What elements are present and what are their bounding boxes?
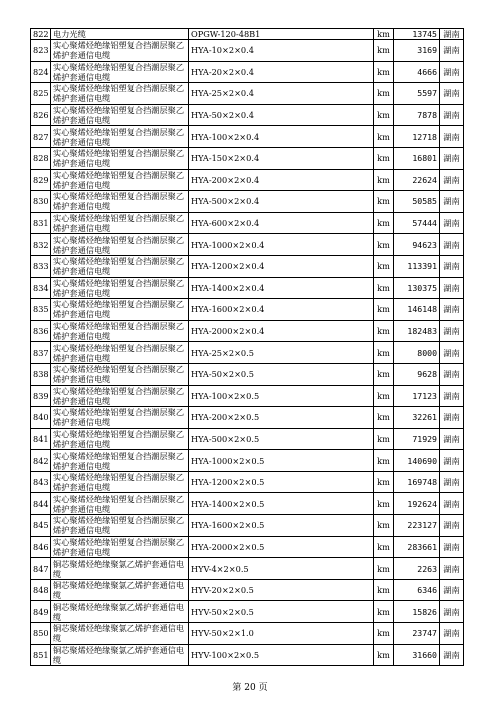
model-spec-cell: HYV-20×2×0.5 <box>189 579 374 601</box>
region-cell: 湖南 <box>440 363 464 385</box>
model-spec-cell: HYV-50×2×0.5 <box>189 601 374 623</box>
row-number-cell: 827 <box>31 126 51 148</box>
table-row <box>31 342 464 364</box>
product-name-cell: 实心聚烯烃绝缘铝塑复合挡潮层聚乙烯护套通信电缆 <box>51 342 189 364</box>
row-number-cell: 842 <box>31 450 51 472</box>
unit-cell: km <box>374 471 394 493</box>
price-cell: 169748 <box>394 471 440 493</box>
region-cell: 湖南 <box>440 212 464 234</box>
unit-cell: km <box>374 83 394 105</box>
price-cell: 192624 <box>394 493 440 515</box>
price-cell: 31660 <box>394 644 440 666</box>
unit-cell: km <box>374 277 394 299</box>
table-row <box>31 234 464 256</box>
row-number-cell: 836 <box>31 320 51 342</box>
unit-cell: km <box>374 147 394 169</box>
model-spec-cell: HYA-2000×2×0.4 <box>189 320 374 342</box>
unit-cell: km <box>374 407 394 429</box>
product-name-cell: 实心聚烯烃绝缘铝塑复合挡潮层聚乙烯护套通信电缆 <box>51 83 189 105</box>
region-cell: 湖南 <box>440 169 464 191</box>
price-cell: 12718 <box>394 126 440 148</box>
row-number-cell: 835 <box>31 299 51 321</box>
price-table <box>30 28 464 666</box>
row-number-cell: 839 <box>31 385 51 407</box>
region-cell: 湖南 <box>440 471 464 493</box>
region-cell: 湖南 <box>440 126 464 148</box>
price-cell: 9628 <box>394 363 440 385</box>
model-spec-cell: HYA-100×2×0.5 <box>189 385 374 407</box>
model-spec-cell: HYA-10×2×0.4 <box>189 40 374 62</box>
row-number-cell: 833 <box>31 255 51 277</box>
price-cell: 15826 <box>394 601 440 623</box>
model-spec-cell: HYA-1000×2×0.4 <box>189 234 374 256</box>
product-name-cell: 铜芯聚烯烃绝缘聚氯乙烯护套通信电缆 <box>51 644 189 666</box>
product-name-cell: 实心聚烯烃绝缘铝塑复合挡潮层聚乙烯护套通信电缆 <box>51 169 189 191</box>
row-number-cell: 840 <box>31 407 51 429</box>
product-name-cell: 实心聚烯烃绝缘铝塑复合挡潮层聚乙烯护套通信电缆 <box>51 363 189 385</box>
product-name-cell: 铜芯聚烯烃绝缘聚氯乙烯护套通信电缆 <box>51 623 189 645</box>
region-cell: 湖南 <box>440 61 464 83</box>
unit-cell: km <box>374 515 394 537</box>
row-number-cell: 828 <box>31 147 51 169</box>
table-row <box>31 471 464 493</box>
region-cell: 湖南 <box>440 558 464 580</box>
product-name-cell: 实心聚烯烃绝缘铝塑复合挡潮层聚乙烯护套通信电缆 <box>51 450 189 472</box>
unit-cell: km <box>374 234 394 256</box>
region-cell: 湖南 <box>440 385 464 407</box>
product-name-cell: 实心聚烯烃绝缘铝塑复合挡潮层聚乙烯护套通信电缆 <box>51 104 189 126</box>
table-row <box>31 363 464 385</box>
region-cell: 湖南 <box>440 342 464 364</box>
unit-cell: km <box>374 493 394 515</box>
product-name-cell: 铜芯聚烯烃绝缘聚氯乙烯护套通信电缆 <box>51 601 189 623</box>
price-cell: 140690 <box>394 450 440 472</box>
region-cell: 湖南 <box>440 234 464 256</box>
row-number-cell: 826 <box>31 104 51 126</box>
unit-cell: km <box>374 601 394 623</box>
row-number-cell: 845 <box>31 515 51 537</box>
price-cell: 50585 <box>394 191 440 213</box>
table-row <box>31 385 464 407</box>
unit-cell: km <box>374 558 394 580</box>
product-name-cell: 实心聚烯烃绝缘铝塑复合挡潮层聚乙烯护套通信电缆 <box>51 212 189 234</box>
unit-cell: km <box>374 61 394 83</box>
region-cell: 湖南 <box>440 299 464 321</box>
table-row <box>31 169 464 191</box>
row-number-cell: 850 <box>31 623 51 645</box>
region-cell: 湖南 <box>440 104 464 126</box>
unit-cell: km <box>374 536 394 558</box>
region-cell: 湖南 <box>440 407 464 429</box>
price-cell: 22624 <box>394 169 440 191</box>
product-name-cell: 实心聚烯烃绝缘铝塑复合挡潮层聚乙烯护套通信电缆 <box>51 407 189 429</box>
row-number-cell: 831 <box>31 212 51 234</box>
table-row <box>31 515 464 537</box>
region-cell: 湖南 <box>440 623 464 645</box>
table-row <box>31 320 464 342</box>
unit-cell: km <box>374 320 394 342</box>
model-spec-cell: HYA-500×2×0.4 <box>189 191 374 213</box>
price-cell: 130375 <box>394 277 440 299</box>
price-cell: 5597 <box>394 83 440 105</box>
unit-cell: km <box>374 255 394 277</box>
table-row <box>31 147 464 169</box>
region-cell: 湖南 <box>440 83 464 105</box>
region-cell: 湖南 <box>440 147 464 169</box>
model-spec-cell: HYA-1200×2×0.5 <box>189 471 374 493</box>
row-number-cell: 841 <box>31 428 51 450</box>
product-name-cell: 实心聚烯烃绝缘铝塑复合挡潮层聚乙烯护套通信电缆 <box>51 40 189 62</box>
price-cell: 71929 <box>394 428 440 450</box>
price-cell: 113391 <box>394 255 440 277</box>
product-name-cell: 实心聚烯烃绝缘铝塑复合挡潮层聚乙烯护套通信电缆 <box>51 385 189 407</box>
row-number-cell: 849 <box>31 601 51 623</box>
region-cell: 湖南 <box>440 579 464 601</box>
price-cell: 6346 <box>394 579 440 601</box>
row-number-cell: 830 <box>31 191 51 213</box>
table-row <box>31 579 464 601</box>
model-spec-cell: HYA-600×2×0.4 <box>189 212 374 234</box>
row-number-cell: 846 <box>31 536 51 558</box>
product-name-cell: 实心聚烯烃绝缘铝塑复合挡潮层聚乙烯护套通信电缆 <box>51 320 189 342</box>
region-cell: 湖南 <box>440 601 464 623</box>
model-spec-cell: HYA-100×2×0.4 <box>189 126 374 148</box>
product-name-cell: 铜芯聚烯烃绝缘聚氯乙烯护套通信电缆 <box>51 558 189 580</box>
table-body <box>31 29 464 666</box>
product-name-cell: 实心聚烯烃绝缘铝塑复合挡潮层聚乙烯护套通信电缆 <box>51 471 189 493</box>
unit-cell: km <box>374 623 394 645</box>
region-cell: 湖南 <box>440 428 464 450</box>
product-name-cell: 实心聚烯烃绝缘铝塑复合挡潮层聚乙烯护套通信电缆 <box>51 428 189 450</box>
table-row <box>31 493 464 515</box>
unit-cell: km <box>374 126 394 148</box>
price-cell: 8000 <box>394 342 440 364</box>
unit-cell: km <box>374 385 394 407</box>
model-spec-cell: HYA-500×2×0.5 <box>189 428 374 450</box>
model-spec-cell: HYA-1600×2×0.5 <box>189 515 374 537</box>
row-number-cell: 844 <box>31 493 51 515</box>
model-spec-cell: HYA-1000×2×0.5 <box>189 450 374 472</box>
price-cell: 94623 <box>394 234 440 256</box>
table-row <box>31 212 464 234</box>
model-spec-cell: HYA-150×2×0.4 <box>189 147 374 169</box>
row-number-cell: 822 <box>31 29 51 40</box>
price-cell: 4666 <box>394 61 440 83</box>
row-number-cell: 823 <box>31 40 51 62</box>
table-row <box>31 277 464 299</box>
page-number: 第 20 页 <box>232 683 268 693</box>
price-cell: 7878 <box>394 104 440 126</box>
price-cell: 16801 <box>394 147 440 169</box>
row-number-cell: 851 <box>31 644 51 666</box>
product-name-cell: 实心聚烯烃绝缘铝塑复合挡潮层聚乙烯护套通信电缆 <box>51 536 189 558</box>
row-number-cell: 825 <box>31 83 51 105</box>
model-spec-cell: OPGW-120-48B1 <box>189 29 374 40</box>
unit-cell: km <box>374 299 394 321</box>
product-name-cell: 实心聚烯烃绝缘铝塑复合挡潮层聚乙烯护套通信电缆 <box>51 61 189 83</box>
price-cell: 23747 <box>394 623 440 645</box>
table-row <box>31 29 464 40</box>
model-spec-cell: HYV-100×2×0.5 <box>189 644 374 666</box>
row-number-cell: 847 <box>31 558 51 580</box>
price-cell: 2263 <box>394 558 440 580</box>
region-cell: 湖南 <box>440 255 464 277</box>
product-name-cell: 实心聚烯烃绝缘铝塑复合挡潮层聚乙烯护套通信电缆 <box>51 191 189 213</box>
model-spec-cell: HYA-20×2×0.4 <box>189 61 374 83</box>
table-row <box>31 83 464 105</box>
unit-cell: km <box>374 29 394 40</box>
table-row <box>31 126 464 148</box>
model-spec-cell: HYA-25×2×0.5 <box>189 342 374 364</box>
table-row <box>31 407 464 429</box>
product-name-cell: 实心聚烯烃绝缘铝塑复合挡潮层聚乙烯护套通信电缆 <box>51 147 189 169</box>
region-cell: 湖南 <box>440 277 464 299</box>
model-spec-cell: HYA-50×2×0.5 <box>189 363 374 385</box>
region-cell: 湖南 <box>440 493 464 515</box>
price-cell: 32261 <box>394 407 440 429</box>
product-name-cell: 实心聚烯烃绝缘铝塑复合挡潮层聚乙烯护套通信电缆 <box>51 299 189 321</box>
table-row <box>31 191 464 213</box>
price-cell: 57444 <box>394 212 440 234</box>
unit-cell: km <box>374 104 394 126</box>
price-cell: 13745 <box>394 29 440 40</box>
region-cell: 湖南 <box>440 191 464 213</box>
model-spec-cell: HYA-200×2×0.4 <box>189 169 374 191</box>
product-name-cell: 电力光缆 <box>51 29 189 40</box>
price-cell: 17123 <box>394 385 440 407</box>
row-number-cell: 834 <box>31 277 51 299</box>
product-name-cell: 实心聚烯烃绝缘铝塑复合挡潮层聚乙烯护套通信电缆 <box>51 277 189 299</box>
model-spec-cell: HYA-1600×2×0.4 <box>189 299 374 321</box>
row-number-cell: 829 <box>31 169 51 191</box>
table-row <box>31 428 464 450</box>
table-row <box>31 299 464 321</box>
table-row <box>31 536 464 558</box>
unit-cell: km <box>374 363 394 385</box>
unit-cell: km <box>374 169 394 191</box>
table-row <box>31 558 464 580</box>
model-spec-cell: HYV-50×2×1.0 <box>189 623 374 645</box>
table-row <box>31 40 464 62</box>
row-number-cell: 838 <box>31 363 51 385</box>
table-row <box>31 601 464 623</box>
table-row <box>31 644 464 666</box>
row-number-cell: 832 <box>31 234 51 256</box>
product-name-cell: 铜芯聚烯烃绝缘聚氯乙烯护套通信电缆 <box>51 579 189 601</box>
product-name-cell: 实心聚烯烃绝缘铝塑复合挡潮层聚乙烯护套通信电缆 <box>51 126 189 148</box>
model-spec-cell: HYA-25×2×0.4 <box>189 83 374 105</box>
product-name-cell: 实心聚烯烃绝缘铝塑复合挡潮层聚乙烯护套通信电缆 <box>51 255 189 277</box>
price-cell: 3169 <box>394 40 440 62</box>
table-row <box>31 61 464 83</box>
model-spec-cell: HYA-1400×2×0.5 <box>189 493 374 515</box>
price-cell: 146148 <box>394 299 440 321</box>
region-cell: 湖南 <box>440 29 464 40</box>
row-number-cell: 824 <box>31 61 51 83</box>
unit-cell: km <box>374 212 394 234</box>
model-spec-cell: HYA-50×2×0.4 <box>189 104 374 126</box>
region-cell: 湖南 <box>440 536 464 558</box>
unit-cell: km <box>374 191 394 213</box>
model-spec-cell: HYA-1400×2×0.4 <box>189 277 374 299</box>
price-cell: 182483 <box>394 320 440 342</box>
table-row <box>31 104 464 126</box>
unit-cell: km <box>374 40 394 62</box>
row-number-cell: 843 <box>31 471 51 493</box>
model-spec-cell: HYA-1200×2×0.4 <box>189 255 374 277</box>
region-cell: 湖南 <box>440 450 464 472</box>
product-name-cell: 实心聚烯烃绝缘铝塑复合挡潮层聚乙烯护套通信电缆 <box>51 234 189 256</box>
product-name-cell: 实心聚烯烃绝缘铝塑复合挡潮层聚乙烯护套通信电缆 <box>51 515 189 537</box>
unit-cell: km <box>374 579 394 601</box>
product-name-cell: 实心聚烯烃绝缘铝塑复合挡潮层聚乙烯护套通信电缆 <box>51 493 189 515</box>
unit-cell: km <box>374 450 394 472</box>
table-row <box>31 450 464 472</box>
unit-cell: km <box>374 644 394 666</box>
price-cell: 223127 <box>394 515 440 537</box>
price-cell: 283661 <box>394 536 440 558</box>
unit-cell: km <box>374 428 394 450</box>
table-row <box>31 623 464 645</box>
row-number-cell: 837 <box>31 342 51 364</box>
model-spec-cell: HYV-4×2×0.5 <box>189 558 374 580</box>
region-cell: 湖南 <box>440 40 464 62</box>
region-cell: 湖南 <box>440 644 464 666</box>
region-cell: 湖南 <box>440 320 464 342</box>
model-spec-cell: HYA-2000×2×0.5 <box>189 536 374 558</box>
table-row <box>31 255 464 277</box>
row-number-cell: 848 <box>31 579 51 601</box>
unit-cell: km <box>374 342 394 364</box>
model-spec-cell: HYA-200×2×0.5 <box>189 407 374 429</box>
region-cell: 湖南 <box>440 515 464 537</box>
